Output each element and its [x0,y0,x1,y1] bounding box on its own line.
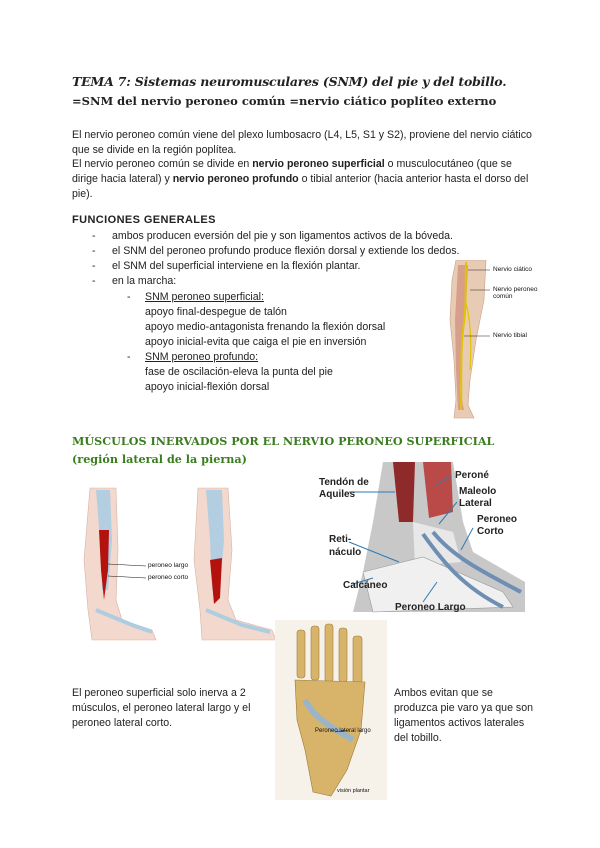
list-item [127,350,427,365]
list-item: - el SNM del peroneo profundo produce flexión dorsal y extiende los dedos. [92,244,532,259]
sup-title: SNM peroneo superficial: [145,291,264,303]
term-superficial: nervio peroneo superficial [252,158,385,170]
list-item: - en la marcha: [92,274,532,289]
list-item [127,290,427,305]
funciones-heading: FUNCIONES GENERALES [72,214,216,226]
intro-paragraph-2 [72,157,532,202]
intro-text-e: o tibial anterior (hacia anterior hasta el dorso del pie). [72,173,529,200]
prof-line: apoyo inicial-flexión dorsal [145,381,270,393]
marcha-sub-list-2 [127,350,427,365]
caption-left: El peroneo superficial solo inerva a 2 músculos, el peroneo lateral largo y el peroneo lateral corto. [72,687,251,729]
foot-label-peroneo-largo: Peroneo lateral largo [315,728,371,734]
sup-line: apoyo medio-antagonista frenando la flexión dorsal [145,321,386,333]
ankle-label-peroneo-largo: Peroneo Largo [395,602,466,613]
marcha-sub-list [127,290,427,305]
prof-title: SNM peroneo profundo: [145,351,259,363]
intro-text-c: o musculocutáneo (que se dirige hacia lateral) y [72,158,512,185]
caption-right: Ambos evitan que se produzca pie varo ya que son ligamentos activos laterales del tobillo. [394,687,533,744]
leg-muscle-figure [72,480,287,650]
musculos-heading: MÚSCULOS INERVADOS POR EL NERVIO PERONEO SUPERFICIAL [72,434,495,448]
foot-label-vision-plantar: visión plantar [337,788,370,794]
list-item: - el SNM del superficial interviene en la flexión plantar. [92,259,532,274]
ankle-label-perone: Peroné [455,470,489,481]
page-subtitle: =SNM del nervio peroneo común =nervio ciático poplíteo externo [72,94,497,108]
plantar-foot-figure [275,620,387,800]
sup-line: apoyo final-despegue de talón [145,306,287,318]
nerve-label-tibial: Nervio tibial [493,332,527,339]
sup-line: apoyo inicial-evita que caiga el pie en inversión [145,336,367,348]
page-title: TEMA 7: Sistemas neuromusculares (SNM) del pie y del tobillo. [72,74,507,89]
ankle-label-calcaneo: Calcáneo [343,580,388,591]
ankle-label-tendon: Tendón de Aquiles [319,477,369,500]
intro-text-a: El nervio peroneo común se divide en [72,158,253,170]
ankle-label-peroneo-corto: Peroneo Corto [477,514,518,537]
ankle-label-reti: Reti- [329,534,352,545]
nerve-label-ciatico: Nervio ciático [493,266,533,273]
term-profundo: nervio peroneo profundo [172,173,299,185]
foot-illustration [275,620,387,800]
marcha-block [127,290,427,395]
ankle-label-naculo: náculo [329,547,362,558]
list-item: - ambos producen eversión del pie y son ligamentos activos de la bóveda. [92,229,532,244]
prof-line: fase de oscilación-eleva la punta del pie [145,366,333,378]
ankle-label-maleolo: Maleolo Lateral [459,486,497,509]
leg-label-peroneo-corto: peroneo corto [148,574,189,581]
leg-label-peroneo-largo: peroneo largo [148,562,189,569]
leg-nerve-illustration [446,260,556,420]
musculos-subheading: (región lateral de la pierna) [72,452,247,466]
nerve-label-peroneo-comun: Nervio peroneo común [493,286,538,300]
nerve-figure [446,260,556,420]
ankle-figure [303,462,528,617]
intro-paragraph-1: El nervio peroneo común viene del plexo lumbosacro (L4, L5, S1 y S2), proviene del nervio ciático que se divide en la región poplítea. [72,129,532,156]
